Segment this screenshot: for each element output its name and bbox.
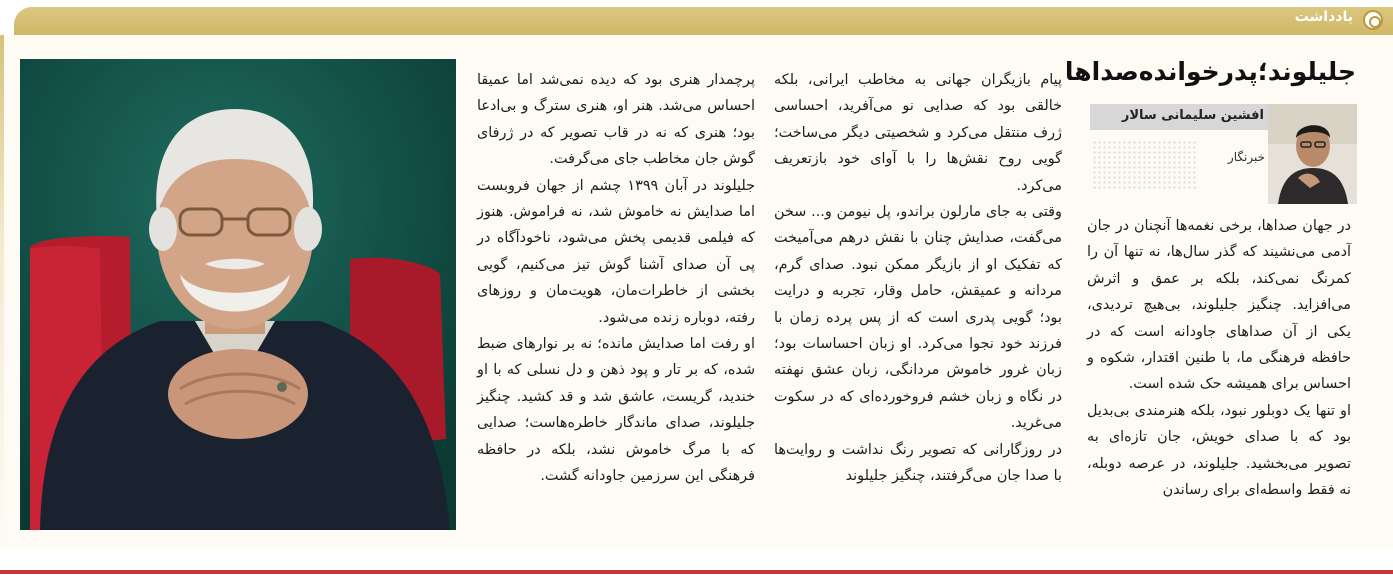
paragraph: جلیلوند در آبان ۱۳۹۹ چشم از جهان فروبست اما صدایش نه خاموش شد، نه فراموش. هنوز که فیلمی قدیمی پخش می‌شود، ناخودآگاه در پی آن صدای آشنا گوش تیز می‌کنیم، گویی بخشی از خاطرات‌مان، هویت‌مان و روزهای رفته، دوباره زنده می‌شود.: [477, 177, 756, 326]
section-header-band: [14, 7, 1393, 35]
author-role: خبرنگار: [1227, 150, 1265, 164]
author-photo: [1268, 104, 1357, 204]
main-photo: [20, 59, 456, 530]
paragraph: پیام بازیگران جهانی به مخاطب ایرانی، بلکه خالقی بود که صدایی نو می‌آفرید، احساسی ژرف منتقل می‌کرد و شخصیتی دیگر می‌ساخت؛ گویی روح نقش‌ها را با آوای خود بازتعریف می‌کرد.: [774, 72, 1062, 194]
dot-pattern-decoration: [1092, 140, 1197, 190]
paragraph: پرچمدار هنری بود که دیده نمی‌شد اما عمیقا احساس می‌شد. هنر او، هنری سترگ و بی‌ادعا بود؛ هنری که نه در قاب تصویر که در ژرفای گوش جان مخاطب جای می‌گرفت.: [477, 72, 755, 168]
section-label: یادداشت: [1294, 9, 1353, 25]
paragraph: او تنها یک دوبلور نبود، بلکه هنرمندی بی‌بدیل بود که با صدای خویش، جان تازه‌ای به تصویر می‌بخشید. جلیلوند، در عرصه دوبله، نه فقط واسطه‌ای برای رساندن: [1087, 402, 1351, 499]
bottom-divider: [0, 570, 1393, 574]
article-column-3: [477, 67, 755, 490]
article-column-1: [1087, 213, 1351, 503]
article-column-2: [774, 67, 1062, 490]
article-title: جلیلوند؛پدرخوانده‌صداها: [1064, 57, 1356, 86]
paragraph: در روزگارانی که تصویر رنگ نداشت و روایت‌ها با صدا جان می‌گرفتند، چنگیز جلیلوند: [774, 441, 1062, 485]
author-name-bar: [1090, 104, 1268, 130]
paragraph: در جهان صداها، برخی نغمه‌ها آنچنان در جان آدمی می‌نشیند که گذر سال‌ها، نه تنها آن را کمرنگ نمی‌کند، بلکه بر عمق و اثرش می‌افزاید. چنگیز جلیلوند، بی‌هیچ تردیدی، یکی از آن صداهای جاودانه است که در حافظه فرهنگی ما، با طنین اقتدار، شکوه و احساس برای همیشه حک شده است.: [1087, 218, 1351, 393]
paragraph: وقتی به جای مارلون براندو، پل نیومن و... سخن می‌گفت، صدایش چنان با نقش درهم می‌آمیخت که تفکیک او از بازیگر ممکن نبود. صدای گرم، مردانه و عمیقش، حامل وقار، تجربه و درایت بود؛ گویی پدری است که از پس پرده زمان با فرزند خود نجوا می‌کرد. او زبان احساسات بود؛ زبان غرور خاموش مردانگی، زبان عشق نهفته در نگاه و زبان خشم فروخورده‌ای که در سکوت می‌غرید.: [774, 204, 1062, 432]
author-name: افشین سلیمانی سالار: [1121, 108, 1264, 123]
spiral-icon: [1363, 10, 1383, 30]
paragraph: او رفت اما صدایش مانده؛ نه بر نوارهای ضبط شده، که بر تار و پود ذهن و دل نسلی که با او خندید، گریست، عاشق شد و قد کشید. چنگیز جلیلوند، صدای ماندگار خاطره‌هاست؛ صدایی که با مرگ خاموش نشد، بلکه در حافظه فرهنگی این سرزمین جاودانه گشت.: [477, 336, 755, 485]
